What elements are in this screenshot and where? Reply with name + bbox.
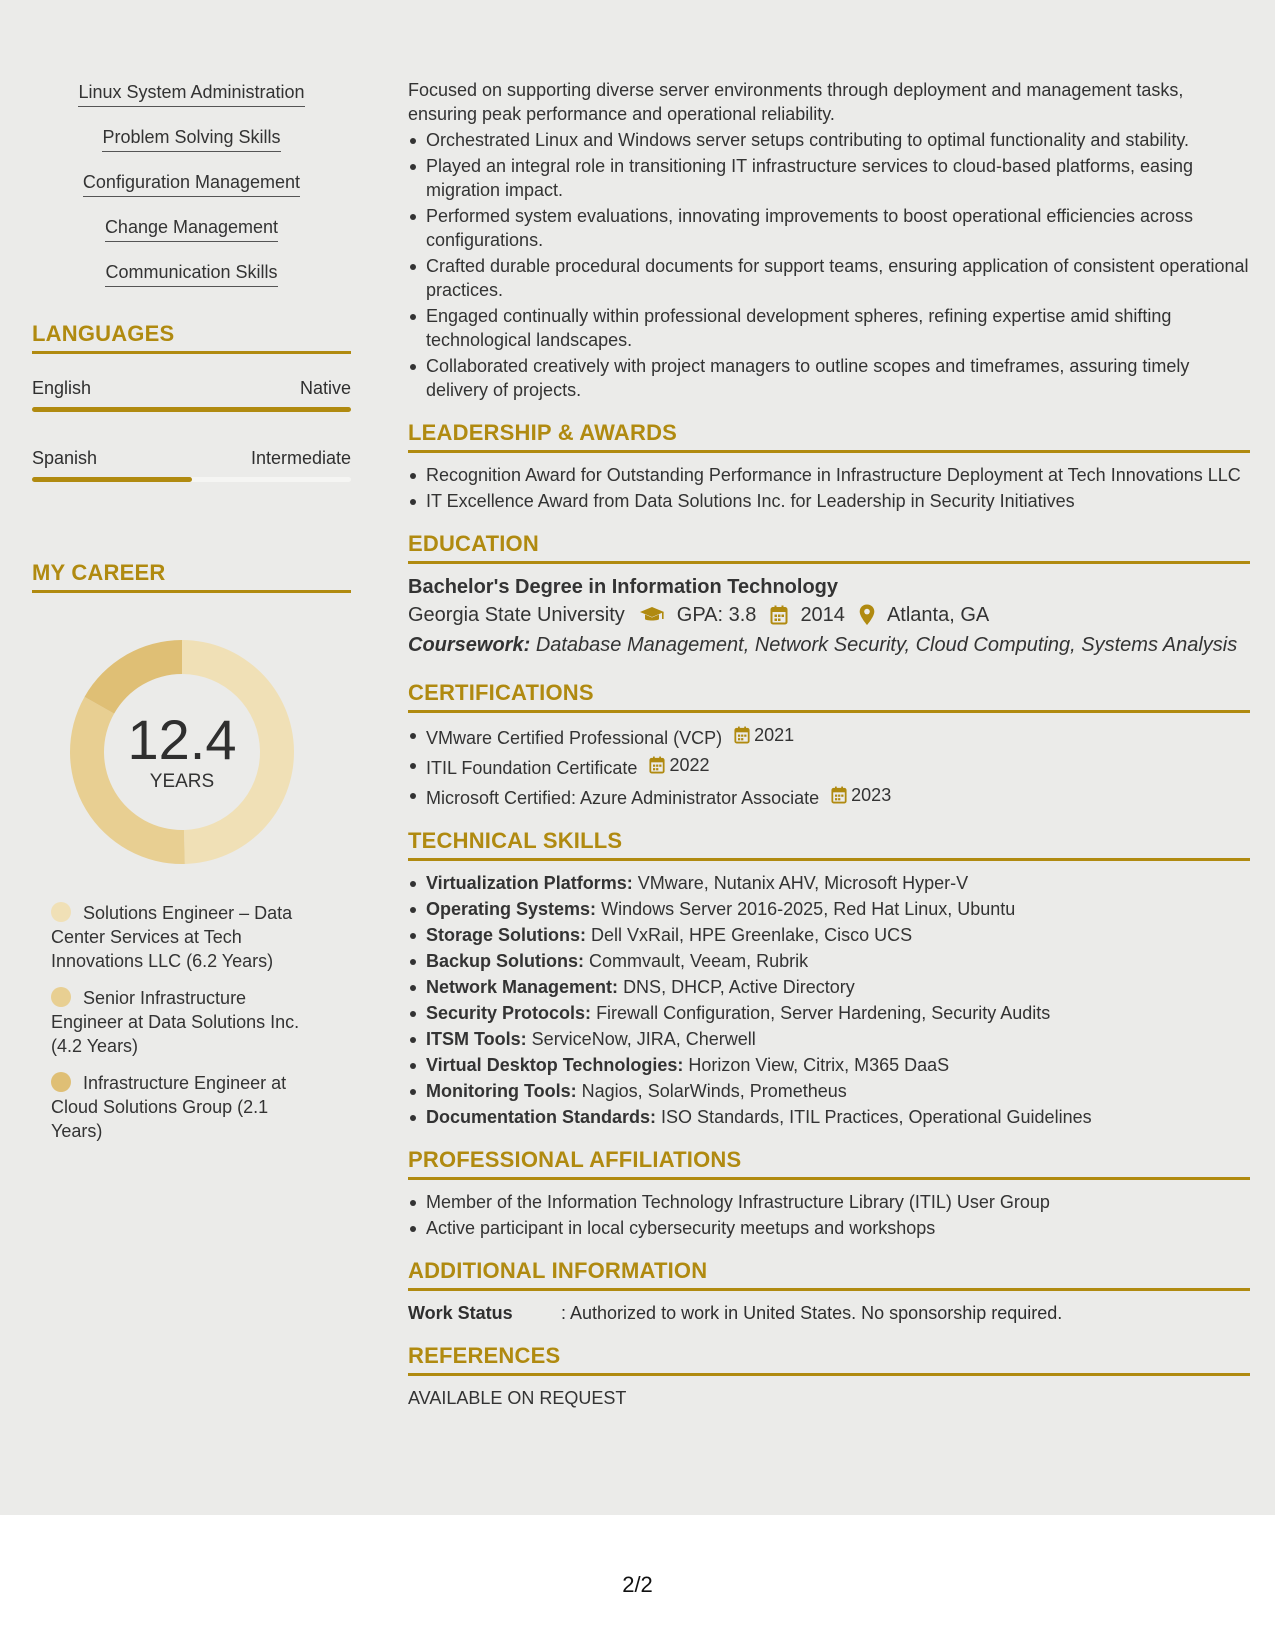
experience-summary: Focused on supporting diverse server environments through deployment and management tasks, ensuring peak performance and operational reliability. — [408, 80, 1184, 124]
language-level: Intermediate — [250, 448, 351, 468]
awards-title: LEADERSHIP & AWARDS — [408, 420, 1250, 453]
awards-section — [408, 420, 1250, 513]
technical-skills-title: TECHNICAL SKILLS — [408, 828, 1250, 861]
affiliations-section — [408, 1147, 1250, 1240]
technical-skill-item — [408, 897, 1250, 921]
career-title: MY CAREER — [32, 560, 351, 593]
language-spanish — [32, 448, 351, 482]
technical-skill-label: Operating Systems: — [426, 899, 597, 919]
experience-bullet: Performed system evaluations, innovating improvements to boost operational efficiencies across configurations. — [408, 204, 1250, 252]
coursework-value: Database Management, Network Security, Cloud Computing, Systems Analysis — [535, 634, 1238, 656]
certifications-title: CERTIFICATIONS — [408, 680, 1250, 713]
certification-year: 2022 — [669, 755, 710, 775]
education-location: Atlanta, GA — [886, 604, 990, 626]
skill-item: Change Management — [105, 215, 278, 242]
work-status-label: Work Status — [408, 1303, 513, 1323]
career-legend-item — [51, 986, 302, 1058]
technical-skill-item — [408, 1053, 1250, 1077]
calendar-icon — [734, 726, 750, 744]
career-legend — [32, 901, 302, 1143]
experience-bullet: Engaged continually within professional development spheres, refining expertise amid shifting technological landscapes. — [408, 304, 1250, 352]
main-content — [408, 78, 1250, 1410]
education-degree: Bachelor's Degree in Information Technology — [408, 576, 839, 598]
graduation-cap-icon — [639, 606, 665, 624]
certification-name: Microsoft Certified: Azure Administrator Associate — [426, 788, 820, 808]
technical-skill-value: Firewall Configuration, Server Hardening, Security Audits — [596, 1003, 1051, 1023]
work-status-row — [408, 1301, 1250, 1325]
technical-skill-item — [408, 1105, 1250, 1129]
career-total-years: 12.4 — [127, 708, 237, 771]
legend-dot — [51, 902, 71, 922]
references-text: AVAILABLE ON REQUEST — [408, 1388, 627, 1408]
technical-skill-value: VMware, Nutanix AHV, Microsoft Hyper-V — [637, 873, 969, 893]
language-english — [32, 378, 351, 412]
skill-item: Configuration Management — [83, 170, 300, 197]
technical-skill-label: ITSM Tools: — [426, 1029, 527, 1049]
affiliation-item: Member of the Information Technology Infrastructure Library (ITIL) User Group — [408, 1190, 1250, 1214]
technical-skill-value: ServiceNow, JIRA, Cherwell — [531, 1029, 756, 1049]
technical-skill-label: Monitoring Tools: — [426, 1081, 577, 1101]
coursework-label: Coursework: — [408, 634, 531, 656]
certification-name: ITIL Foundation Certificate — [426, 758, 638, 778]
technical-skill-value: Nagios, SolarWinds, Prometheus — [581, 1081, 847, 1101]
career-legend-label: Infrastructure Engineer at Cloud Solutions Group (2.1 Years) — [51, 1073, 287, 1141]
soft-skills-list — [32, 80, 351, 287]
skill-item: Problem Solving Skills — [102, 125, 280, 152]
education-gpa: GPA: 3.8 — [676, 604, 757, 626]
technical-skill-value: Commvault, Veeam, Rubrik — [589, 951, 809, 971]
affiliations-title: PROFESSIONAL AFFILIATIONS — [408, 1147, 1250, 1180]
skill-item: Linux System Administration — [78, 80, 304, 107]
career-donut-chart — [67, 637, 297, 867]
education-title: EDUCATION — [408, 531, 1250, 564]
technical-skill-item — [408, 1027, 1250, 1051]
language-bar-fill — [32, 477, 192, 482]
calendar-icon — [649, 756, 665, 774]
education-school: Georgia State University — [408, 604, 625, 626]
legend-dot — [51, 987, 71, 1007]
certifications-section — [408, 680, 1250, 810]
affiliation-item: Active participant in local cybersecurity meetups and workshops — [408, 1216, 1250, 1240]
additional-info-title: ADDITIONAL INFORMATION — [408, 1258, 1250, 1291]
technical-skill-item — [408, 1079, 1250, 1103]
award-item: Recognition Award for Outstanding Performance in Infrastructure Deployment at Tech Innovations LLC — [408, 463, 1250, 487]
technical-skill-label: Virtual Desktop Technologies: — [426, 1055, 684, 1075]
education-year: 2014 — [800, 604, 845, 626]
career-legend-label: Senior Infrastructure Engineer at Data Solutions Inc. (4.2 Years) — [51, 988, 300, 1056]
technical-skill-label: Backup Solutions: — [426, 951, 585, 971]
technical-skill-label: Network Management: — [426, 977, 619, 997]
technical-skill-value: Windows Server 2016-2025, Red Hat Linux, Ubuntu — [601, 899, 1016, 919]
technical-skill-item — [408, 871, 1250, 895]
certification-item — [408, 723, 1250, 750]
experience-bullet: Orchestrated Linux and Windows server setups contributing to optimal functionality and stability. — [408, 128, 1250, 152]
education-meta — [408, 600, 1250, 630]
career-legend-item — [51, 901, 302, 973]
certification-item — [408, 783, 1250, 810]
sidebar — [32, 80, 351, 1156]
map-pin-icon — [859, 604, 875, 626]
experience-bullets — [408, 128, 1250, 402]
technical-skill-label: Security Protocols: — [426, 1003, 592, 1023]
references-title: REFERENCES — [408, 1343, 1250, 1376]
languages-title: LANGUAGES — [32, 321, 351, 354]
career-years-unit: YEARS — [149, 771, 215, 792]
technical-skill-value: ISO Standards, ITIL Practices, Operational Guidelines — [661, 1107, 1092, 1127]
certification-year: 2021 — [754, 725, 795, 745]
certification-name: VMware Certified Professional (VCP) — [426, 728, 723, 748]
language-bar — [32, 407, 351, 412]
language-name: English — [32, 378, 92, 398]
additional-info-section — [408, 1258, 1250, 1325]
technical-skill-item — [408, 923, 1250, 947]
technical-skill-label: Documentation Standards: — [426, 1107, 657, 1127]
technical-skill-item — [408, 949, 1250, 973]
language-bar — [32, 477, 351, 482]
education-section — [408, 531, 1250, 660]
references-section — [408, 1343, 1250, 1410]
technical-skill-label: Storage Solutions: — [426, 925, 587, 945]
career-legend-item — [51, 1071, 302, 1143]
technical-skill-value: Horizon View, Citrix, M365 DaaS — [688, 1055, 950, 1075]
language-level: Native — [299, 378, 351, 398]
experience-bullet: Crafted durable procedural documents for support teams, ensuring application of consistent operational practices. — [408, 254, 1250, 302]
technical-skill-value: Dell VxRail, HPE Greenlake, Cisco UCS — [591, 925, 913, 945]
education-coursework — [408, 630, 1250, 660]
legend-dot — [51, 1072, 71, 1092]
skill-item: Communication Skills — [105, 260, 277, 287]
language-bar-fill — [32, 407, 351, 412]
calendar-icon — [770, 605, 788, 625]
award-item: IT Excellence Award from Data Solutions Inc. for Leadership in Security Initiatives — [408, 489, 1250, 513]
technical-skill-item — [408, 1001, 1250, 1025]
career-legend-label: Solutions Engineer – Data Center Services at Tech Innovations LLC (6.2 Years) — [51, 903, 293, 971]
experience-bullet: Played an integral role in transitioning IT infrastructure services to cloud-based platforms, easing migration impact. — [408, 154, 1250, 202]
work-status-value: : Authorized to work in United States. No sponsorship required. — [561, 1303, 1063, 1323]
technical-skill-value: DNS, DHCP, Active Directory — [623, 977, 855, 997]
certification-item — [408, 753, 1250, 780]
technical-skills-section — [408, 828, 1250, 1129]
experience-bullet: Collaborated creatively with project managers to outline scopes and timeframes, assuring timely delivery of projects. — [408, 354, 1250, 402]
technical-skill-item — [408, 975, 1250, 999]
certification-year: 2023 — [851, 785, 892, 805]
language-name: Spanish — [32, 448, 98, 468]
technical-skill-label: Virtualization Platforms: — [426, 873, 633, 893]
page-number: 2/2 — [622, 1572, 653, 1597]
calendar-icon — [831, 786, 847, 804]
